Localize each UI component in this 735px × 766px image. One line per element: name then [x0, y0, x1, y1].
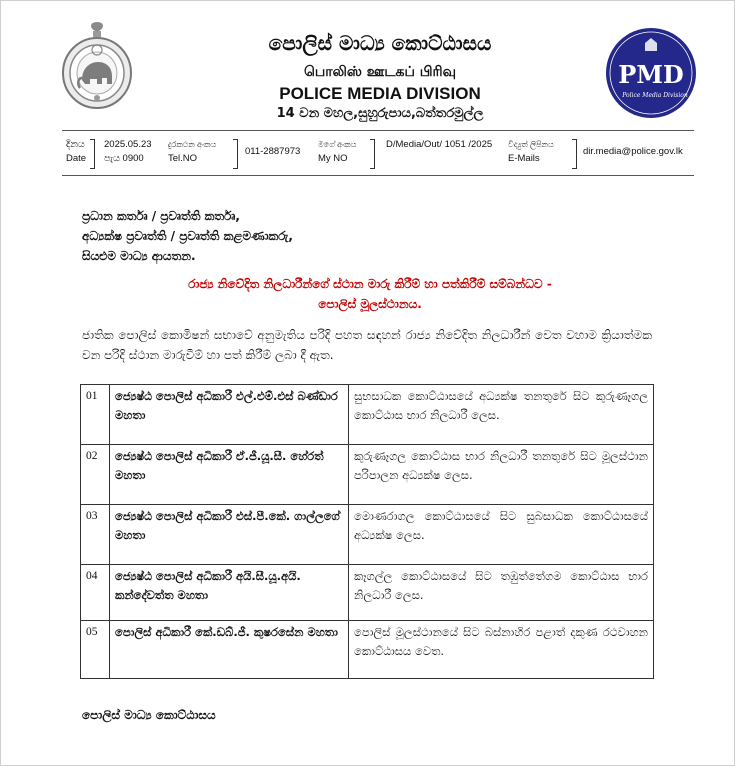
transfer-detail: සුභසාධක කොට්ඨාසයේ අධ්‍යක්ෂ තනතුරේ සිට කුරුණෑගල කොට්ඨාස භාර නිලධාරී ලෙස.: [349, 385, 654, 445]
office-address: 14 වන මහල,සුහුරුපාය,බත්තරමුල්ල: [276, 106, 484, 121]
table-row: [81, 565, 654, 621]
date-value: 2025.05.23 පැය 0900: [104, 139, 152, 164]
myno-label: මගේ අංකය My NO: [318, 140, 357, 164]
svg-text:Police Media Division: Police Media Division: [622, 92, 688, 99]
myno-value: D/Media/Out/ 1051 /2025: [386, 139, 493, 150]
police-emblem-logo: [60, 18, 134, 110]
svg-text:PMD: PMD: [618, 60, 684, 89]
signature: පොලිස් මාධ්‍ය කොට්ඨාසය: [82, 708, 216, 722]
addressee-line: ප්‍රධාන කර්තෘ / ප්‍රවෘත්ති කර්තෘ,: [82, 209, 240, 223]
bracket: [370, 139, 375, 169]
title-tamil: பொலிஸ் ஊடகப் பிரிவு: [303, 64, 457, 80]
table-row: [81, 505, 654, 565]
tel-label: දුරකථන අංකය Tel.NO: [168, 140, 217, 164]
table-row: [81, 385, 654, 445]
transfer-detail: පොලිස් මූලස්ථානයේ සිට බස්නාහිර පළාත් දකුණ රථවාහන කොට්ඨාසය වෙත.: [349, 621, 654, 679]
addressee-line: සියළුම මාධ්‍ය ආයතන.: [82, 249, 196, 263]
tel-value: 011-2887973: [245, 146, 301, 157]
body-paragraph: ජාතික පොලිස් කොමිෂන් සභාවේ අනුමැතිය පරිදි පහත සඳහන් රාජ්‍ය නිවේදිත නිලධාරීන් වෙත වහාම ක්‍රියාත්මක වන පරිදි ස්ථාන මාරුවීම් හා පත් කිරීම් ලබා දී ඇත.: [82, 328, 652, 362]
transfer-detail: කෑගල්ල කොට්ඨාසයේ සිට තඹුත්තේගම කොට්ඨාස භාර නිලධාරී ලෙස.: [349, 565, 654, 621]
transfer-detail: කුරුණෑගල කොට්ඨාස භාර නිලධාරී තනතුරේ සිට මූලස්ථාන පරිපාලන අධ්‍යක්ෂ ලෙස.: [349, 445, 654, 505]
subject-heading: රාජ්‍ය නිවේදිත නිලධාරීන්ගේ ස්ථාන මාරු කිරීම් හා පත්කිරීම් සම්බන්ධව - පොලිස් මූලස්ථානය.: [188, 277, 552, 311]
bracket: [572, 139, 577, 169]
officer-name: ජ්‍යෙෂ්ඨ පොලිස් අධිකාරී අයි.සී.යූ.අයි. කන්දේවත්ත මහතා: [110, 565, 349, 621]
top-rule: [62, 130, 694, 131]
title-sinhala: පොලිස් මාධ්‍ය කොට්ඨාසය: [268, 31, 492, 55]
table-row: [81, 621, 654, 679]
table-row: [81, 445, 654, 505]
officer-name: ජ්‍යෙෂ්ඨ පොලිස් අධිකාරී එල්.එම්.එස් බණ්ඩාර මහතා: [110, 385, 349, 445]
bottom-rule: [62, 175, 694, 176]
officer-name: පොලිස් අධිකාරී කේ.ඩබ්.ජී. කුෂරසේන මහතා: [110, 621, 349, 679]
email-label: විද්‍යුත් ලිපිනය E-Mails: [508, 140, 554, 164]
addressee-block: [82, 206, 293, 266]
transfers-table: [80, 384, 654, 679]
row-number: 03: [81, 505, 110, 565]
bracket: [90, 139, 95, 169]
email-value: dir.media@police.gov.lk: [583, 146, 683, 157]
date-label: දිනය Date: [66, 139, 87, 164]
row-number: 01: [81, 385, 110, 445]
transfer-detail: මොණරාගල කොට්ඨාසයේ සිට සුබසාධක කොට්ඨාසයේ අධ්‍යක්ෂ ලෙස.: [349, 505, 654, 565]
officer-name: ජ්‍යෙෂ්ඨ පොලිස් අධිකාරී ඒ.ජී.යූ.සී. හේරත් මහතා: [110, 445, 349, 505]
row-number: 02: [81, 445, 110, 505]
title-english: POLICE MEDIA DIVISION: [279, 84, 481, 103]
row-number: 05: [81, 621, 110, 679]
officer-name: ජ්‍යෙෂ්ඨ පොලිස් අධිකාරී එස්.පී.කේ. ගාල්ලගේ මහතා: [110, 505, 349, 565]
bracket: [233, 139, 238, 169]
pmd-logo: [605, 27, 697, 119]
row-number: 04: [81, 565, 110, 621]
addressee-line: අධ්‍යක්ෂ ප්‍රවෘත්ති / ප්‍රවෘත්ති කළමණාකරු,: [82, 229, 293, 243]
